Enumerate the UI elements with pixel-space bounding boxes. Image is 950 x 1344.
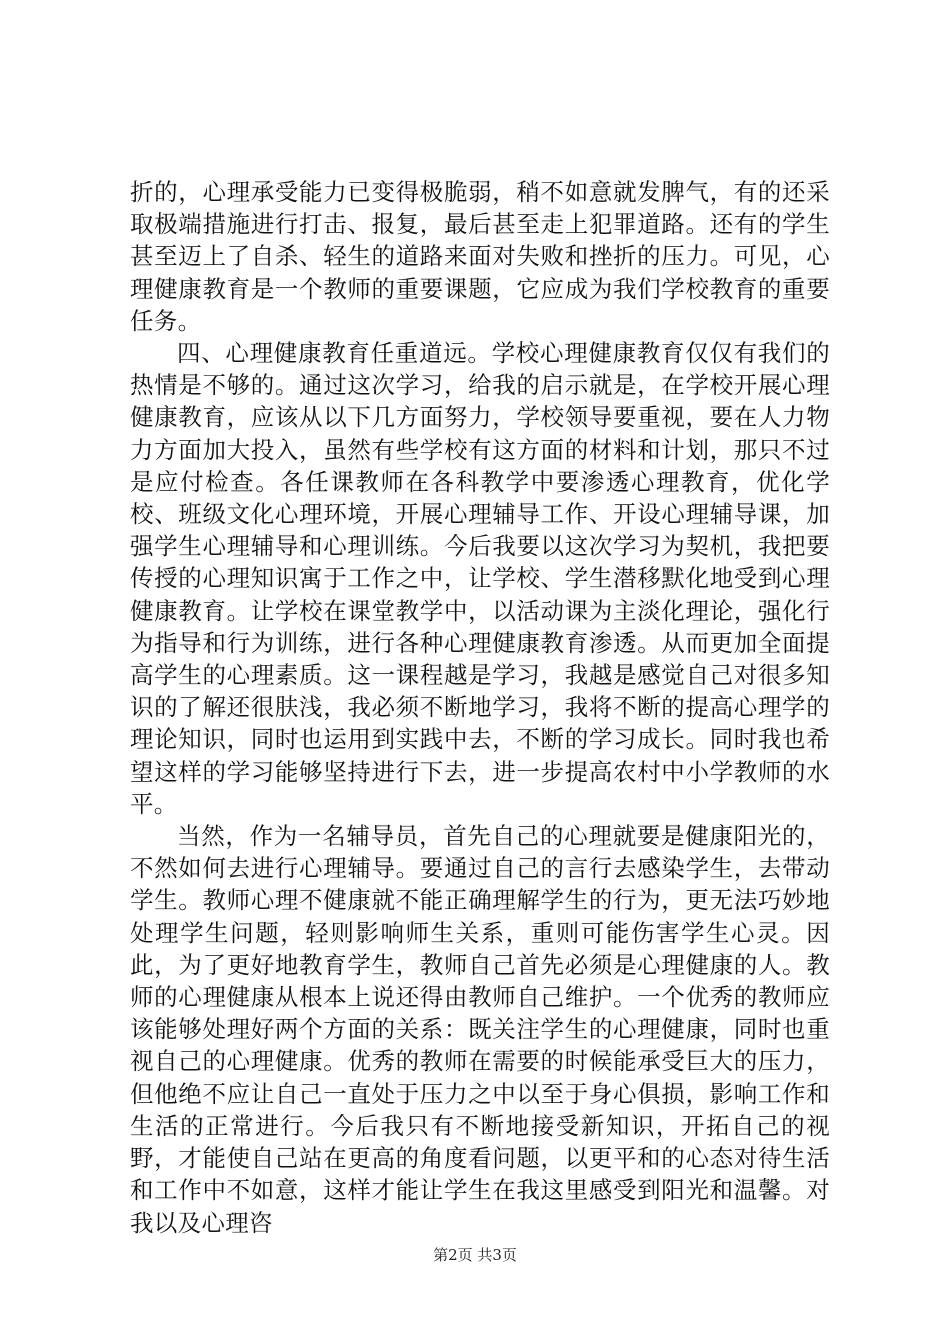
page-footer xyxy=(0,1244,950,1265)
paragraph-1: 折的，心理承受能力已变得极脆弱，稍不如意就发脾气，有的还采取极端措施进行打击、报复，最后甚至走上犯罪道路。还有的学生甚至迈上了自杀、轻生的道路来面对失败和挫折的压力。可见，心理健康教育是一个教师的重要课题，它应成为我们学校教育的重要任务。 xyxy=(130,178,830,335)
document-body xyxy=(130,176,830,1239)
page-number-label: 第2页 共3页 xyxy=(433,1246,517,1264)
paragraph-3: 当然，作为一名辅导员，首先自己的心理就要是健康阳光的，不然如何去进行心理辅导。要通过自己的言行去感染学生，去带动学生。教师心理不健康就不能正确理解学生的行为，更无法巧妙地处理学生问题，轻则影响师生关系，重则可能伤害学生心灵。因此，为了更好地教育学生，教师自己首先必须是心理健康的人。教师的心理健康从根本上说还得由教师自己维护。一个优秀的教师应该能够处理好两个方面的关系：既关注学生的心理健康，同时也重视自己的心理健康。优秀的教师在需要的时候能承受巨大的压力，但他绝不应让自己一直处于压力之中以至于身心俱损，影响工作和生活的正常进行。今后我只有不断地接受新知识，开拓自己的视野，才能使自己站在更高的角度看问题，以更平和的心态对待生活和工作中不如意，这样才能让学生在我这里感受到阳光和温馨。对我以及心理咨 xyxy=(130,822,830,1237)
paragraph-2: 四、心理健康教育任重道远。学校心理健康教育仅仅有我们的热情是不够的。通过这次学习，给我的启示就是，在学校开展心理健康教育，应该从以下几方面努力，学校领导要重视，要在人力物力方面加大投入，虽然有些学校有这方面的材料和计划，那只不过是应付检查。各任课教师在各科教学中要渗透心理教育，优化学校、班级文化心理环境，开展心理辅导工作、开设心理辅导课，加强学生心理辅导和心理训练。今后我要以这次学习为契机，我把要传授的心理知识寓于工作之中，让学校、学生潜移默化地受到心理健康教育。让学校在课堂教学中，以活动课为主淡化理论，强化行为指导和行为训练，进行各种心理健康教育渗透。从而更加全面提高学生的心理素质。这一课程越是学习，我越是感觉自己对很多知识的了解还很肤浅，我必须不断地学习，我将不断的提高心理学的理论知识，同时也运用到实践中去，不断的学习成长。同时我也希望这样的学习能够坚持进行下去，进一步提高农村中小学教师的水平。 xyxy=(130,339,830,818)
